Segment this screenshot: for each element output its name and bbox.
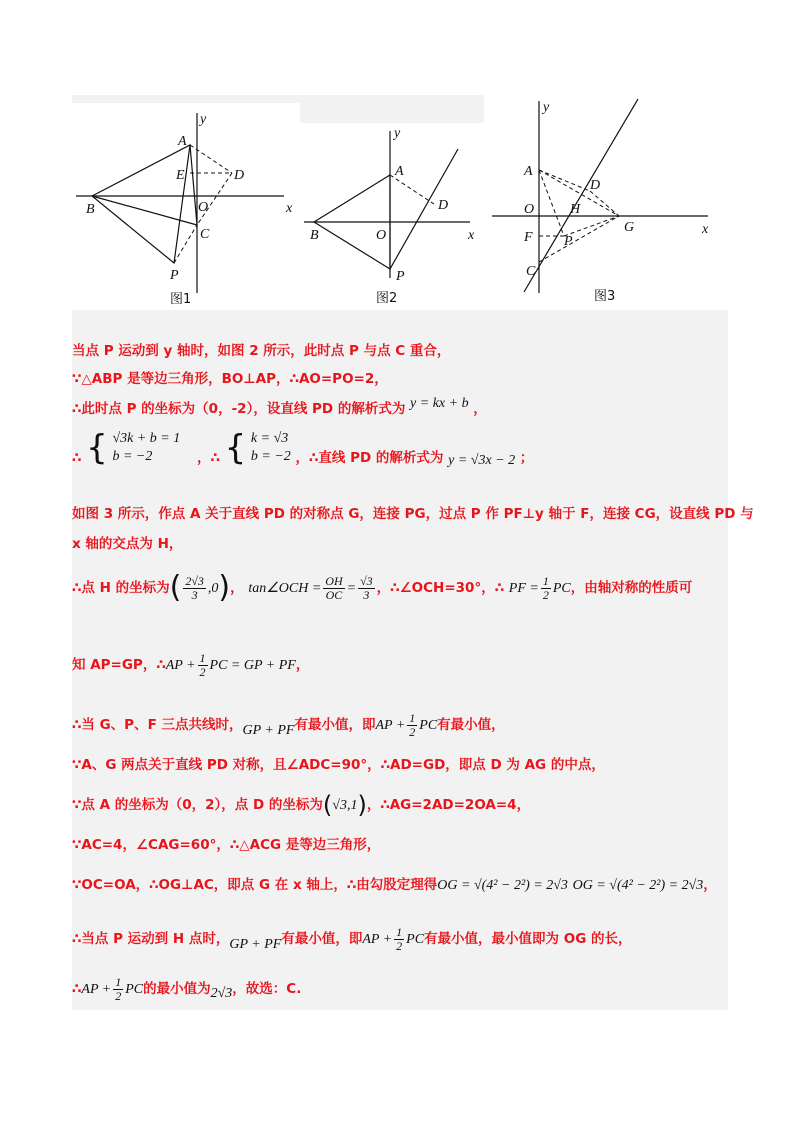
line-10: ∵A、G 两点关于直线 PD 对称，且∠ADC=90°，∴AD=GD，即点 D 为 AG 的中点， [72,757,605,773]
fig3-label-f: F [524,230,533,245]
line-8-rest: PC = GP + PF [209,658,296,673]
line-14-gp: GP + PF [229,937,282,952]
line-7-b: ， [230,580,244,596]
line-3-tail: ， [473,401,487,417]
fig3-label-x: x [702,222,709,237]
fig1-label-o: O [198,200,209,215]
line-11 [72,788,530,823]
line-4-comma: ，∴ [196,450,220,466]
line-11-b: ，∴AG=2AD=2OA=4， [366,797,531,813]
line-8-a: 知 AP=GP，∴ [72,657,166,673]
fig3-line-pd [524,99,638,292]
line-6: x 轴的交点为 H， [72,536,183,552]
line-4-eq-1b: b = −2 [112,449,153,464]
fig1-label-p: P [170,268,179,283]
line-13-a: ∵OC=OA，∴OG⊥AC，即点 G 在 x 轴上，∴由勾股定理得 [72,877,438,893]
line-14 [72,922,632,957]
line-12: ∵AC=4，∠CAG=60°，∴△ACG 是等边三角形， [72,837,381,853]
line-14-half [394,926,404,953]
line-9-half [407,712,417,739]
fig1-line-dc [197,173,232,225]
line-4-therefore: ∴ [72,450,82,466]
line-15 [72,972,301,1007]
fig3-line-ad [539,170,590,191]
fig1-label-b: B [86,202,95,217]
line-13-formula-1: OG = √(4² − 2²) = 2√3 [437,878,568,893]
line-14-b: 有最小值，即 [281,931,363,947]
line-7-frac-2-num: √3 [360,573,373,588]
line-9 [72,708,505,743]
line-8-ap: AP + [165,658,196,673]
line-15-b: 的最小值为 [143,981,211,997]
fig1-label-x: x [286,201,293,216]
fig3-line-dg [590,191,619,216]
figure-1 [72,103,300,310]
line-7-frac-1 [323,575,344,602]
line-15-value: 2√3 [210,986,233,1001]
line-7-half-den: 2 [542,587,549,602]
figure-2 [300,123,484,310]
fig2-label-p: P [396,269,405,284]
line-3 [72,396,487,419]
line-13-formula-2: OG = √(4² − 2²) = 2√3 [572,878,704,893]
line-4-eq-1a: √3k + b = 1 [112,431,181,446]
line-4-eq-2b: b = −2 [250,449,291,464]
fig3-label-h: H [570,202,581,217]
fig2-line-ad [390,175,434,204]
fig3-label-o: O [524,202,535,217]
line-4-eq-2a: k = √3 [250,431,289,446]
fig1-label-c: C [200,227,210,242]
fig2-caption: 图2 [376,291,398,306]
fig3-label-d: D [590,178,601,193]
line-4-brace-2: { [224,428,247,468]
line-14-half-num: 1 [396,924,403,939]
fig2-label-x: x [468,228,475,243]
line-7-paren-close: ) [218,570,231,605]
fig3-label-a: A [524,164,533,179]
fig1-line-ac [190,145,197,225]
line-4-system-2 [251,430,291,466]
line-9-b: 有最小值，即 [294,717,376,733]
fig3-label-c: C [526,264,536,279]
fig1-triangle-abp [92,145,190,263]
line-9-half-num: 1 [409,710,416,725]
line-7-hx-den: 3 [191,587,198,602]
fig3-label-y: y [543,100,550,115]
line-9-pc: PC [419,718,438,733]
line-7-frac-2-den: 3 [363,587,370,602]
fig1-line-pc [174,225,197,263]
line-8-half [198,652,208,679]
line-8-half-den: 2 [199,664,206,679]
line-13-b: ， [703,877,717,893]
line-7-c: ，∴∠OCH=30°，∴ [376,580,505,596]
line-11-a: ∵点 A 的坐标为（0，2），点 D 的坐标为 [72,797,323,813]
fig1-label-a: A [178,134,187,149]
line-7-eq: = [346,581,357,596]
line-7-half-num: 1 [542,573,549,588]
line-3-text: ∴此时点 P 的坐标为（0，-2），设直线 PD 的解析式为 [72,401,406,417]
fig2-label-y: y [394,126,401,141]
line-15-half-num: 1 [115,974,122,989]
line-4 [72,430,533,466]
line-7-frac-1-den: OC [325,587,343,602]
line-11-paren-open: ( [322,791,333,819]
line-8 [72,648,309,683]
line-4-tail: ； [519,450,534,466]
fig2-label-d: D [438,198,449,213]
figure-1-diagram [72,103,300,310]
line-7-half [541,575,551,602]
line-15-ap: AP + [81,982,112,997]
line-7-hy: ,0 [207,581,219,596]
line-7-hx-num: 2√3 [185,573,204,588]
fig3-label-p: P [564,234,573,249]
line-8-half-num: 1 [199,650,206,665]
line-4-system-1 [112,430,180,466]
fig2-label-a: A [395,164,404,179]
line-7 [72,568,692,609]
line-2: ∵△ABP 是等边三角形，BO⊥AP，∴AO=PO=2， [72,371,388,387]
line-4-brace-1: { [86,428,108,468]
fig1-line-ad [190,145,232,173]
line-9-c: 有最小值， [437,717,505,733]
line-14-half-den: 2 [396,938,403,953]
line-14-pc: PC [406,932,425,947]
line-9-a: ∴当 G、P、F 三点共线时， [72,717,243,733]
line-7-d: ，由轴对称的性质可 [570,580,693,596]
figure-3-diagram [484,95,728,310]
line-7-hx [183,575,206,602]
fig2-label-b: B [310,228,319,243]
line-7-frac-1-num: OH [325,573,343,588]
line-11-paren-close: ) [357,791,367,819]
line-7-pc: PC [552,581,571,596]
fig1-label-e: E [176,168,185,183]
fig3-line-cg [539,216,619,262]
line-15-c: ，故选：C. [232,981,302,997]
line-7-tan: tan∠OCH = [248,581,322,596]
line-5: 如图 3 所示，作点 A 关于直线 PD 的对称点 G，连接 PG，过点 P 作 PF⊥y 轴于 F，连接 CG，设直线 PD 与 [72,506,754,522]
line-14-c: 有最小值，最小值即为 OG 的长， [424,931,632,947]
line-15-half-den: 2 [115,988,122,1003]
line-8-b: ， [295,657,310,673]
line-7-paren-open: ( [169,570,182,605]
line-14-a: ∴当点 P 运动到 H 点时， [72,931,230,947]
line-13 [72,868,717,903]
fig3-label-g: G [624,220,635,235]
line-1: 当点 P 运动到 y 轴时，如图 2 所示，此时点 P 与点 C 重合， [72,343,451,359]
fig1-label-y: y [200,112,207,127]
fig3-line-ap [539,170,564,236]
figure-3 [484,95,728,310]
line-9-gp: GP + PF [242,723,295,738]
figure-2-diagram [300,123,484,310]
line-9-ap: AP + [375,718,406,733]
line-4-formula: y = √3x − 2 [448,453,516,468]
fig3-caption: 图3 [594,289,616,304]
fig2-label-o: O [376,228,387,243]
fig1-label-d: D [234,168,245,183]
line-7-a: ∴点 H 的坐标为 [72,580,170,596]
figures-row [72,95,728,310]
line-14-ap: AP + [362,932,393,947]
line-9-half-den: 2 [409,724,416,739]
line-11-coord: √3,1 [332,798,358,813]
fig3-line-pg [564,216,619,236]
line-7-pf: PF = [508,581,539,596]
line-4-mid: ，∴直线 PD 的解析式为 [295,450,444,466]
line-3-formula: y = kx + b [410,396,469,411]
line-15-pc: PC [125,982,144,997]
fig1-caption: 图1 [170,292,192,307]
line-15-a: ∴ [72,981,82,997]
line-7-frac-2 [358,575,375,602]
line-15-half [113,976,123,1003]
